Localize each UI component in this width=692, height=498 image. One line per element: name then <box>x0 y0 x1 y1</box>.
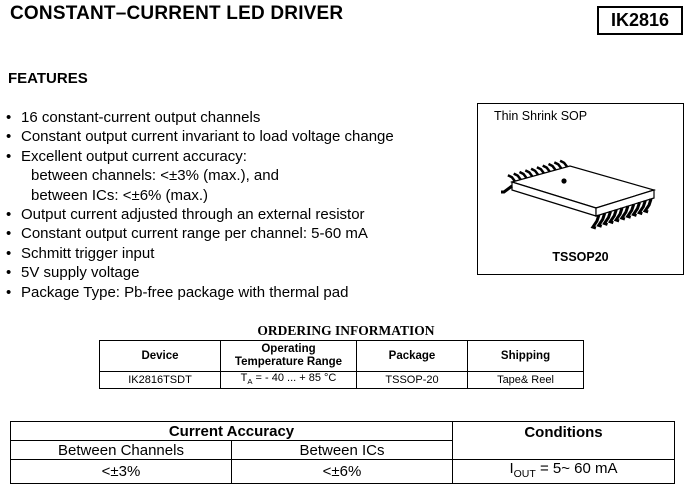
table-header-row <box>100 341 584 372</box>
cell-device: IK2816TSDT <box>100 372 221 389</box>
chip-pin <box>560 161 567 167</box>
cond-subscript: OUT <box>513 468 536 480</box>
bullet: • <box>6 264 12 282</box>
feature-text: between channels: <±3% (max.), and <box>31 167 279 185</box>
header-line: Operating <box>261 343 316 355</box>
col-temperature <box>221 341 357 372</box>
feature-item <box>0 263 470 282</box>
temp-symbol: T <box>240 372 248 384</box>
feature-item <box>0 147 470 166</box>
feature-text: 5V supply voltage <box>21 264 140 282</box>
table-header-row <box>11 422 675 441</box>
tssop-chip-illustration <box>492 144 672 244</box>
feature-subitem <box>0 186 470 205</box>
cell-shipping: Tape& Reel <box>468 372 584 389</box>
header-line: Temperature Range <box>234 356 343 368</box>
feature-text: Constant output current invariant to load voltage change <box>21 128 394 146</box>
chip-pin <box>549 164 556 170</box>
cell-channels-accuracy: <±3% <box>11 460 232 484</box>
feature-item <box>0 127 470 146</box>
chip-pin <box>531 169 538 175</box>
ordering-heading: ORDERING INFORMATION <box>257 323 435 338</box>
chip-pin <box>537 167 544 173</box>
feature-item <box>0 224 470 243</box>
bullet: • <box>6 206 12 224</box>
feature-text: 16 constant-current output channels <box>21 109 261 126</box>
pin1-marker <box>561 178 566 183</box>
cell-temperature <box>221 372 357 389</box>
header-current-accuracy: Current Accuracy <box>11 422 453 441</box>
feature-text: Package Type: Pb-free package with thermal pad <box>21 283 349 301</box>
ordering-table <box>99 340 584 389</box>
bullet: • <box>6 128 12 146</box>
cell-ics-accuracy: <±6% <box>232 460 453 484</box>
feature-item <box>0 205 470 224</box>
package-caption: Thin Shrink SOP <box>494 109 588 123</box>
feature-text: between ICs: <±6% (max.) <box>31 186 209 204</box>
chip-pin <box>520 172 527 178</box>
cell-condition <box>453 460 675 484</box>
feature-item <box>0 244 470 263</box>
col-package: Package <box>357 341 468 372</box>
bullet: • <box>6 244 12 262</box>
chip-pin <box>514 174 521 180</box>
table-row <box>100 372 584 389</box>
bullet: • <box>6 147 12 165</box>
col-shipping: Shipping <box>468 341 584 372</box>
feature-text: Constant output current range per channel: 5-60 mA <box>21 225 368 243</box>
accuracy-table <box>10 421 675 484</box>
cond-value: = 5~ 60 mA <box>535 460 618 477</box>
part-number-box <box>597 6 683 35</box>
col-device: Device <box>100 341 221 372</box>
chip-pin <box>554 162 561 168</box>
feature-text: Schmitt trigger input <box>21 244 155 262</box>
feature-item <box>0 283 470 302</box>
cond-symbol: I <box>509 460 514 477</box>
bullet: • <box>6 109 12 126</box>
feature-text: Excellent output current accuracy: <box>21 147 247 165</box>
temp-subscript: A <box>247 377 253 387</box>
table-row <box>11 460 675 484</box>
header-between-ics: Between ICs <box>232 441 453 460</box>
chip-pin <box>543 166 550 172</box>
header-between-channels: Between Channels <box>11 441 232 460</box>
chip-pin <box>508 175 515 181</box>
header-conditions: Conditions <box>453 422 675 460</box>
bullet: • <box>6 283 12 301</box>
feature-text: Output current adjusted through an external resistor <box>21 206 365 224</box>
feature-item <box>0 108 470 127</box>
features-heading: FEATURES <box>8 70 88 87</box>
part-number: IK2816 <box>610 10 670 30</box>
cell-package: TSSOP-20 <box>357 372 468 389</box>
bullet: • <box>6 225 12 243</box>
package-figure <box>477 103 684 275</box>
package-name: TSSOP20 <box>552 250 609 264</box>
features-list <box>0 108 470 302</box>
chip-pin <box>501 186 512 192</box>
chip-pin <box>525 170 532 176</box>
document-title: CONSTANT–CURRENT LED DRIVER <box>10 3 344 24</box>
temp-value: = - 40 ... + 85 °C <box>252 372 337 384</box>
feature-subitem <box>0 166 470 185</box>
